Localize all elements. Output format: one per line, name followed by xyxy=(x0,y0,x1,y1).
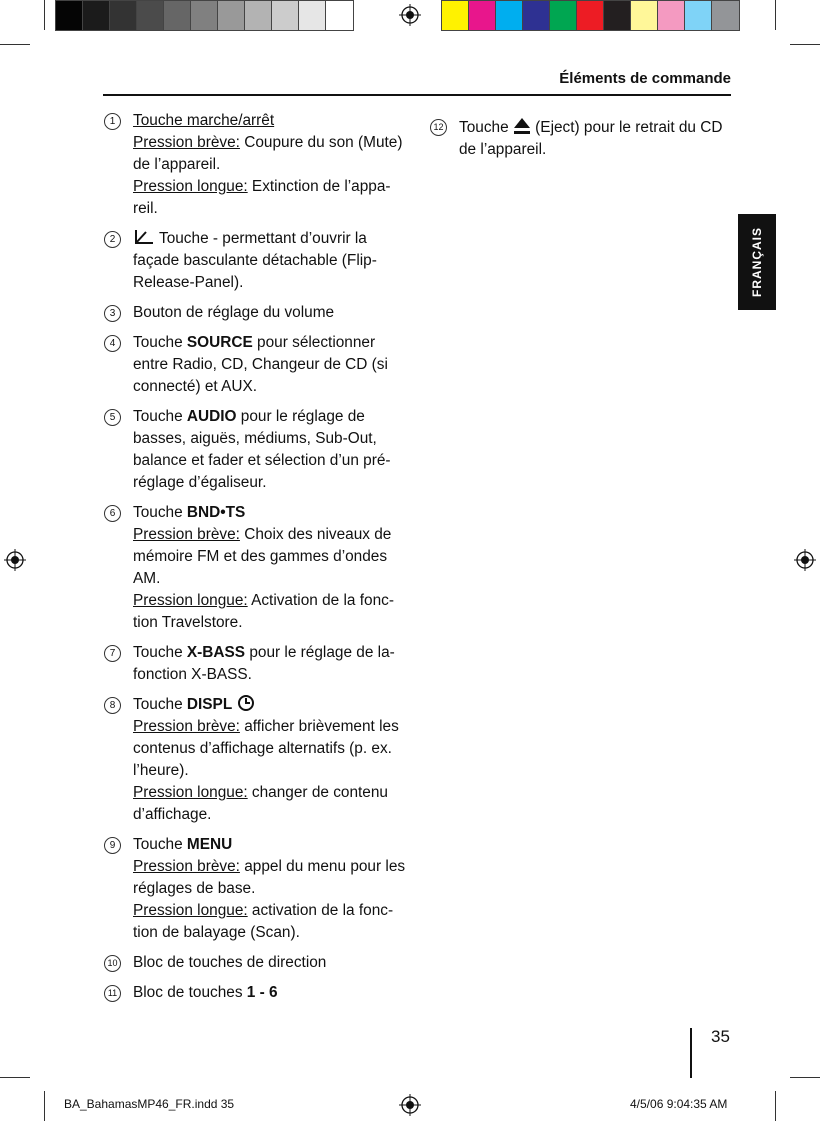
list-item: 12 Touche (Eject) pour le retrait du CD de l’appareil. xyxy=(430,116,732,161)
key-name: MENU xyxy=(186,836,233,853)
text: pour le réglage de la- xyxy=(245,644,395,661)
flip-release-icon xyxy=(133,228,155,246)
item-line xyxy=(133,250,406,272)
crop-mark xyxy=(44,1091,45,1121)
text: façade basculante détachable (Flip- xyxy=(133,252,377,269)
grayscale-bar xyxy=(55,0,354,31)
list-item xyxy=(104,110,406,220)
color-swatch xyxy=(496,1,523,30)
page-number: 35 xyxy=(711,1027,730,1046)
text: activation de la fonc- xyxy=(247,902,394,919)
color-swatch xyxy=(577,1,604,30)
crop-mark xyxy=(790,44,820,45)
color-swatch xyxy=(523,1,550,30)
color-swatch xyxy=(110,1,137,30)
item-line xyxy=(133,154,406,176)
item-line xyxy=(133,132,406,154)
color-swatch xyxy=(83,1,110,30)
item-line xyxy=(133,110,406,132)
text: entre Radio, CD, Changeur de CD (si xyxy=(133,356,388,373)
text: d’affichage. xyxy=(133,806,212,823)
color-swatch xyxy=(245,1,272,30)
crop-mark xyxy=(0,1077,30,1078)
text: balance et fader et sélection d’un pré- xyxy=(133,452,391,469)
text: fonction X-BASS. xyxy=(133,666,252,683)
list-item xyxy=(104,982,406,1004)
item-number: 6 xyxy=(104,505,121,522)
item-line xyxy=(133,472,406,494)
text: Coupure du son (Mute) xyxy=(239,134,403,151)
item-line xyxy=(133,568,406,590)
prefix: Touche xyxy=(133,334,187,351)
controls-list-right xyxy=(430,116,732,169)
color-swatch xyxy=(658,1,685,30)
key-name: AUDIO xyxy=(186,408,237,425)
section-title: Éléments de commande xyxy=(559,70,731,87)
color-swatch xyxy=(631,1,658,30)
list-item xyxy=(104,302,406,324)
item-line xyxy=(133,376,406,398)
prefix: Touche xyxy=(133,696,187,713)
item-number: 10 xyxy=(104,955,121,972)
item-number: 9 xyxy=(104,837,121,854)
label: Pression brève: xyxy=(133,858,240,875)
text: réglages de base. xyxy=(133,880,256,897)
clock-icon xyxy=(236,694,256,712)
item-line xyxy=(133,716,406,738)
text: Choix des niveaux de xyxy=(239,526,392,543)
key-name: 1 - 6 xyxy=(246,984,278,1001)
eject-icon xyxy=(513,116,531,136)
text: pour sélectionner xyxy=(252,334,376,351)
registration-mark-icon xyxy=(399,1094,421,1116)
item-line xyxy=(133,354,406,376)
item-number: 3 xyxy=(104,305,121,322)
prefix: Bloc de touches xyxy=(133,984,247,1001)
item-line xyxy=(133,900,406,922)
color-swatch xyxy=(685,1,712,30)
item-line xyxy=(133,834,406,856)
text: Touche - permettant d’ouvrir la xyxy=(155,230,367,247)
label: Pression longue: xyxy=(133,592,248,609)
item-line xyxy=(133,176,406,198)
item-line xyxy=(133,612,406,634)
list-item xyxy=(104,332,406,398)
color-swatch xyxy=(56,1,83,30)
text: pour le réglage de xyxy=(236,408,365,425)
text: réglage d’égaliseur. xyxy=(133,474,267,491)
item-line xyxy=(133,428,406,450)
item-number: 5 xyxy=(104,409,121,426)
label: Touche marche/arrêt xyxy=(133,112,275,129)
language-tab: FRANÇAIS xyxy=(738,214,776,310)
key-name: SOURCE xyxy=(186,334,253,351)
item-line xyxy=(133,694,406,716)
item-line xyxy=(133,272,406,294)
label: Pression longue: xyxy=(133,902,248,919)
text: tion de balayage (Scan). xyxy=(133,924,300,941)
item-number: 7 xyxy=(104,645,121,662)
item-line xyxy=(133,782,406,804)
page-number-rule xyxy=(690,1028,692,1078)
list-item xyxy=(104,228,406,294)
header-rule xyxy=(103,94,731,96)
text: Bloc de touches de direction xyxy=(133,954,327,971)
prefix: Touche xyxy=(133,408,187,425)
file-slug: BA_BahamasMP46_FR.indd 35 xyxy=(64,1097,235,1111)
color-swatch xyxy=(137,1,164,30)
item-line xyxy=(133,738,406,760)
text: afficher brièvement les xyxy=(239,718,399,735)
prefix: Touche xyxy=(133,644,187,661)
crop-mark xyxy=(775,1091,776,1121)
color-swatch xyxy=(272,1,299,30)
item-line xyxy=(133,922,406,944)
date-slug: 4/5/06 9:04:35 AM xyxy=(630,1097,728,1111)
color-swatch xyxy=(442,1,469,30)
item-line xyxy=(133,804,406,826)
item-line xyxy=(133,228,406,250)
text: tion Travelstore. xyxy=(133,614,243,631)
text: basses, aiguës, médiums, Sub-Out, xyxy=(133,430,377,447)
item-line xyxy=(133,952,406,974)
color-swatch xyxy=(191,1,218,30)
crop-mark xyxy=(44,0,45,30)
text: mémoire FM et des gammes d’ondes xyxy=(133,548,388,565)
text: de l’appareil. xyxy=(133,156,221,173)
registration-mark-icon xyxy=(794,549,816,571)
item-number: 2 xyxy=(104,231,121,248)
key-name: DISPL xyxy=(186,696,233,713)
label: Pression brève: xyxy=(133,718,240,735)
color-swatch xyxy=(164,1,191,30)
item-line xyxy=(133,642,406,664)
crop-mark xyxy=(775,0,776,30)
item-number: 11 xyxy=(104,985,121,1002)
item-line xyxy=(133,664,406,686)
list-item xyxy=(104,642,406,686)
item-line xyxy=(133,502,406,524)
item-number: 1 xyxy=(104,113,121,130)
item-number: 8 xyxy=(104,697,121,714)
text: Bouton de réglage du volume xyxy=(133,304,335,321)
text: Activation de la fonc- xyxy=(247,592,394,609)
list-item xyxy=(104,694,406,826)
label: Pression brève: xyxy=(133,134,240,151)
item-number: 4 xyxy=(104,335,121,352)
crop-mark xyxy=(0,44,30,45)
item-line xyxy=(133,332,406,354)
text: Release-Panel). xyxy=(133,274,244,291)
text: reil. xyxy=(133,200,158,217)
color-swatch xyxy=(299,1,326,30)
key-name: BND•TS xyxy=(186,504,246,521)
prefix: Touche xyxy=(133,836,187,853)
item-line xyxy=(133,982,406,1004)
label: Pression longue: xyxy=(133,178,248,195)
list-item xyxy=(104,952,406,974)
color-swatch xyxy=(550,1,577,30)
text: changer de contenu xyxy=(247,784,388,801)
label: Pression brève: xyxy=(133,526,240,543)
crop-mark xyxy=(790,1077,820,1078)
list-item xyxy=(104,502,406,634)
color-swatch xyxy=(469,1,496,30)
item-line xyxy=(133,590,406,612)
prefix: Touche xyxy=(133,504,187,521)
color-swatch xyxy=(218,1,245,30)
text: connecté) et AUX. xyxy=(133,378,258,395)
color-bar xyxy=(441,0,740,31)
color-swatch xyxy=(326,1,353,30)
text: contenus d’affichage alternatifs (p. ex. xyxy=(133,740,392,757)
item-line xyxy=(133,524,406,546)
item-number: 12 xyxy=(430,119,447,136)
text: Extinction de l’appa- xyxy=(247,178,391,195)
color-swatch xyxy=(604,1,631,30)
item-line xyxy=(133,302,406,324)
controls-list xyxy=(104,110,406,1012)
registration-mark-icon xyxy=(4,549,26,571)
key-name: X-BASS xyxy=(186,644,246,661)
item-line xyxy=(133,546,406,568)
item-line xyxy=(133,878,406,900)
list-item xyxy=(104,834,406,944)
item-line xyxy=(133,450,406,472)
item-line xyxy=(133,198,406,220)
color-swatch xyxy=(712,1,739,30)
text: appel du menu pour les xyxy=(239,858,406,875)
label: Pression longue: xyxy=(133,784,248,801)
text: AM. xyxy=(133,570,161,587)
item-line xyxy=(133,760,406,782)
text: l’heure). xyxy=(133,762,189,779)
registration-mark-icon xyxy=(399,4,421,26)
list-item xyxy=(104,406,406,494)
item-line xyxy=(133,856,406,878)
item-line xyxy=(133,406,406,428)
